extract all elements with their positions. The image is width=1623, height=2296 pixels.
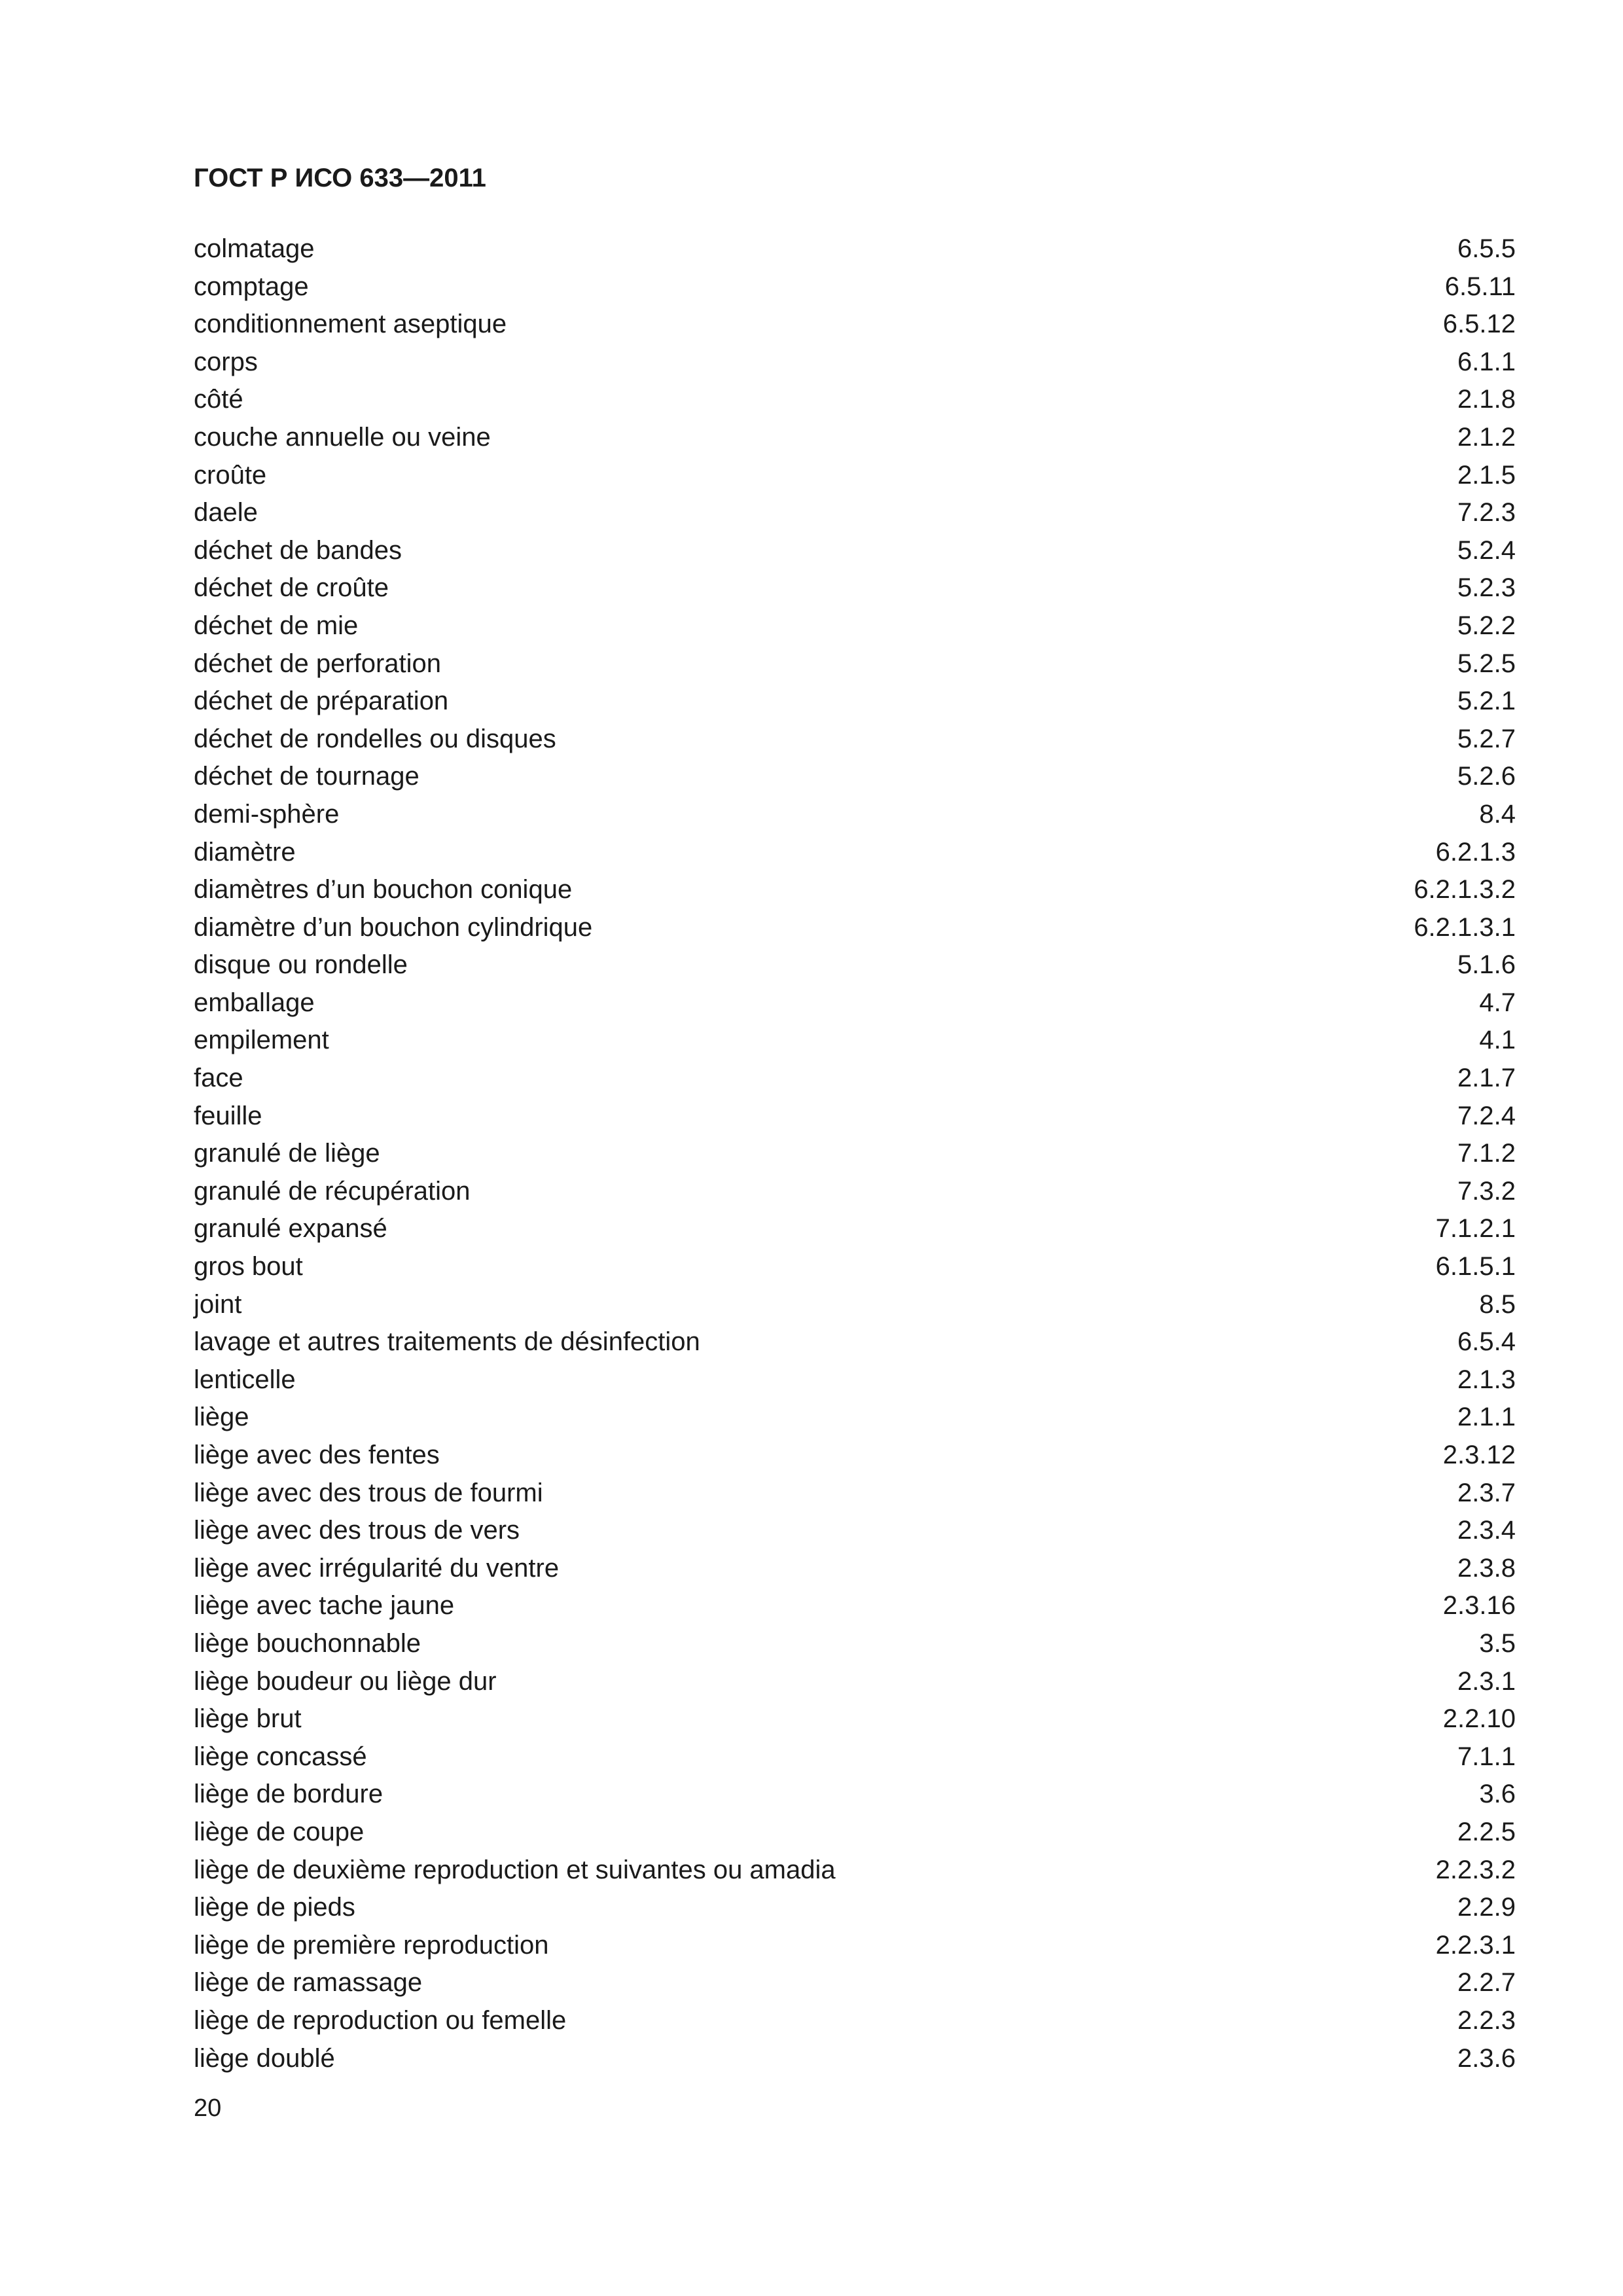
index-entry: [194, 984, 1516, 1022]
index-term: corps: [194, 347, 258, 376]
index-term: empilement: [194, 1026, 329, 1055]
index-term: liège de bordure: [194, 1780, 383, 1809]
index-entry: [194, 721, 1516, 759]
index-term: diamètre: [194, 837, 296, 867]
index-reference: 5.2.5: [1457, 649, 1516, 678]
index-entry: [194, 1889, 1516, 1927]
index-reference: 7.3.2: [1457, 1176, 1516, 1206]
index-entry: [194, 1248, 1516, 1286]
index-reference: 7.1.2: [1457, 1139, 1516, 1168]
index-entry: [194, 457, 1516, 495]
index-reference: 2.1.8: [1457, 385, 1516, 414]
index-entry: [194, 1852, 1516, 1890]
index-entry: [194, 1625, 1516, 1663]
index-entry: [194, 645, 1516, 683]
index-term: liège boudeur ou liège dur: [194, 1666, 497, 1696]
index-entry: [194, 1927, 1516, 1965]
index-reference: 3.6: [1479, 1780, 1516, 1809]
index-term: feuille: [194, 1101, 262, 1130]
index-entry: [194, 494, 1516, 532]
index-term: conditionnement aseptique: [194, 310, 507, 339]
index-term: face: [194, 1064, 243, 1093]
index-term: lavage et autres traitements de désinfection: [194, 1327, 700, 1357]
index-entry: [194, 381, 1516, 419]
index-entry: [194, 1361, 1516, 1399]
index-reference: 2.2.5: [1457, 1817, 1516, 1846]
index-reference: 6.2.1.3: [1435, 837, 1516, 867]
index-entry: [194, 230, 1516, 268]
index-entry: [194, 1776, 1516, 1814]
index-reference: 2.3.6: [1457, 2043, 1516, 2073]
index-reference: 2.1.3: [1457, 1365, 1516, 1394]
index-entry: [194, 1663, 1516, 1701]
index-reference: 2.3.7: [1457, 1478, 1516, 1507]
index-reference: 2.2.3.2: [1435, 1855, 1516, 1884]
index-entry: [194, 1210, 1516, 1248]
index-reference: 2.2.9: [1457, 1893, 1516, 1922]
index-entry: [194, 419, 1516, 457]
index-term: demi-sphère: [194, 799, 340, 829]
index-entry: [194, 268, 1516, 306]
index-entry: [194, 607, 1516, 645]
index-entry: [194, 909, 1516, 947]
index-term: comptage: [194, 272, 309, 301]
index-reference: 2.2.3.1: [1435, 1930, 1516, 1960]
index-term: liège avec des trous de vers: [194, 1516, 520, 1545]
index-entry: [194, 1814, 1516, 1852]
index-reference: 6.2.1.3.2: [1414, 875, 1516, 905]
index-reference: 6.2.1.3.1: [1414, 912, 1516, 942]
index-term: liège: [194, 1403, 249, 1432]
index-term: colmatage: [194, 234, 315, 263]
index-reference: 5.2.3: [1457, 573, 1516, 603]
index-entry: [194, 1323, 1516, 1361]
index-reference: 2.1.7: [1457, 1064, 1516, 1093]
index-reference: 6.5.4: [1457, 1327, 1516, 1357]
index-reference: 5.2.4: [1457, 535, 1516, 565]
index-reference: 8.4: [1479, 799, 1516, 829]
index-term: déchet de croûte: [194, 573, 389, 603]
index-term: déchet de mie: [194, 611, 359, 640]
index-reference: 2.3.8: [1457, 1553, 1516, 1583]
index-term: déchet de rondelles ou disques: [194, 724, 556, 753]
index-list: [194, 230, 1516, 2077]
index-entry: [194, 1098, 1516, 1136]
index-entry: [194, 1475, 1516, 1513]
index-term: côté: [194, 385, 243, 414]
index-entry: [194, 758, 1516, 796]
index-term: liège doublé: [194, 2043, 335, 2073]
index-entry: [194, 344, 1516, 382]
index-reference: 6.5.5: [1457, 234, 1516, 263]
index-entry: [194, 796, 1516, 834]
index-term: liège avec des fentes: [194, 1441, 440, 1469]
index-entry: [194, 1286, 1516, 1324]
index-term: liège de pieds: [194, 1893, 355, 1922]
index-entry: [194, 1700, 1516, 1738]
index-term: granulé de liège: [194, 1139, 380, 1168]
index-term: granulé de récupération: [194, 1176, 471, 1206]
page-number: 20: [194, 2094, 222, 2122]
index-entry: [194, 1060, 1516, 1098]
index-term: liège bouchonnable: [194, 1628, 421, 1658]
index-term: déchet de perforation: [194, 649, 442, 678]
index-term: daele: [194, 498, 258, 528]
index-entry: [194, 1135, 1516, 1173]
index-reference: 6.5.12: [1442, 310, 1516, 339]
index-entry: [194, 1173, 1516, 1211]
index-term: liège de deuxième reproduction et suivantes ou amadia: [194, 1855, 836, 1884]
index-entry: [194, 2040, 1516, 2078]
index-reference: 6.1.1: [1457, 347, 1516, 376]
index-term: emballage: [194, 988, 315, 1017]
index-reference: 2.1.1: [1457, 1403, 1516, 1432]
index-term: lenticelle: [194, 1365, 296, 1394]
index-term: couche annuelle ou veine: [194, 422, 491, 452]
index-term: disque ou rondelle: [194, 950, 408, 980]
index-entry: [194, 683, 1516, 721]
index-reference: 3.5: [1479, 1628, 1516, 1658]
index-reference: 2.1.2: [1457, 422, 1516, 452]
index-term: croûte: [194, 460, 267, 490]
index-term: granulé expansé: [194, 1214, 387, 1244]
index-entry: [194, 834, 1516, 872]
index-reference: 5.1.6: [1457, 950, 1516, 980]
index-reference: 2.3.1: [1457, 1666, 1516, 1696]
index-entry: [194, 1738, 1516, 1776]
index-term: diamètre d’un bouchon cylindrique: [194, 912, 593, 942]
index-term: liège concassé: [194, 1742, 367, 1771]
page-header-title: ГОСТ Р ИСО 633—2011: [194, 164, 486, 192]
index-reference: 8.5: [1479, 1289, 1516, 1319]
index-reference: 7.2.4: [1457, 1101, 1516, 1130]
index-reference: 2.3.12: [1442, 1441, 1516, 1469]
index-reference: 2.3.16: [1442, 1591, 1516, 1621]
index-term: liège de ramassage: [194, 1968, 423, 1998]
index-reference: 6.1.5.1: [1435, 1252, 1516, 1282]
index-term: joint: [194, 1289, 242, 1319]
index-term: gros bout: [194, 1252, 303, 1282]
index-term: liège avec irrégularité du ventre: [194, 1553, 560, 1583]
index-reference: 7.1.1: [1457, 1742, 1516, 1771]
index-entry: [194, 1437, 1516, 1475]
index-term: diamètres d’un bouchon conique: [194, 875, 573, 905]
index-entry: [194, 871, 1516, 909]
index-term: déchet de bandes: [194, 535, 402, 565]
index-reference: 4.1: [1479, 1026, 1516, 1055]
index-reference: 5.2.1: [1457, 687, 1516, 716]
index-entry: [194, 1550, 1516, 1588]
index-term: liège de reproduction ou femelle: [194, 2005, 567, 2035]
index-term: déchet de tournage: [194, 762, 419, 791]
index-term: déchet de préparation: [194, 687, 449, 716]
index-entry: [194, 1964, 1516, 2002]
index-term: liège avec des trous de fourmi: [194, 1478, 543, 1507]
index-term: liège brut: [194, 1704, 302, 1734]
index-entry: [194, 569, 1516, 607]
index-entry: [194, 1587, 1516, 1625]
index-entry: [194, 1022, 1516, 1060]
index-entry: [194, 1512, 1516, 1550]
index-reference: 2.1.5: [1457, 460, 1516, 490]
index-entry: [194, 1399, 1516, 1437]
index-reference: 5.2.2: [1457, 611, 1516, 640]
index-reference: 5.2.6: [1457, 762, 1516, 791]
index-reference: 2.2.7: [1457, 1968, 1516, 1998]
index-reference: 5.2.7: [1457, 724, 1516, 753]
index-reference: 7.1.2.1: [1435, 1214, 1516, 1244]
index-term: liège de coupe: [194, 1817, 365, 1846]
index-reference: 2.2.10: [1442, 1704, 1516, 1734]
index-reference: 4.7: [1479, 988, 1516, 1017]
index-entry: [194, 532, 1516, 570]
index-term: liège avec tache jaune: [194, 1591, 455, 1621]
index-reference: 2.3.4: [1457, 1516, 1516, 1545]
index-reference: 6.5.11: [1444, 272, 1516, 301]
index-entry: [194, 306, 1516, 344]
index-entry: [194, 2002, 1516, 2040]
index-entry: [194, 946, 1516, 984]
index-reference: 2.2.3: [1457, 2005, 1516, 2035]
index-reference: 7.2.3: [1457, 498, 1516, 528]
index-term: liège de première reproduction: [194, 1930, 549, 1960]
